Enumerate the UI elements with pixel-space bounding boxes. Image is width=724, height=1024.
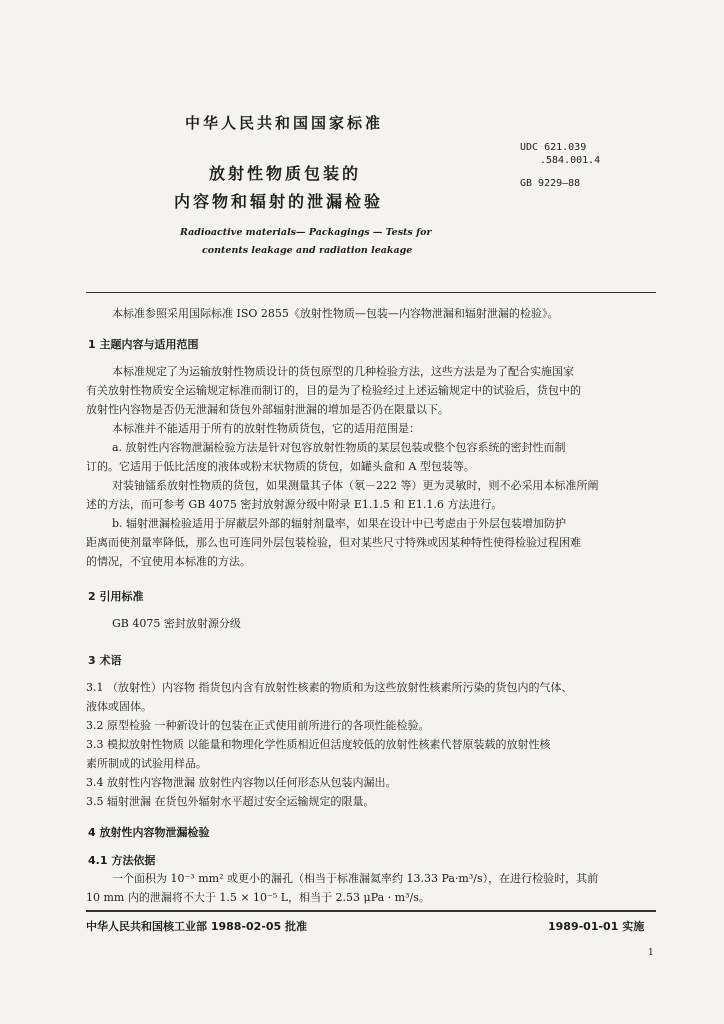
title-cn-line2: 内容物和辐射的泄漏检验 — [174, 192, 384, 211]
footer-divider — [86, 910, 656, 912]
s3-line: 3.5 辐射泄漏 在货包外辐射水平超过安全运输规定的限量。 — [86, 795, 375, 808]
s3-line: 3.2 原型检验 一种新设计的包装在正式使用前所进行的各项性能检验。 — [86, 719, 430, 732]
s1-line: 本标准规定了为运输放射性物质设计的货包原型的几种检验方法，这些方法是为了配合实施国家 — [112, 365, 574, 378]
section-3-heading: 3 术语 — [88, 654, 122, 667]
approval-date: 中华人民共和国核工业部 1988-02-05 批准 — [86, 920, 308, 933]
s3-line: 3.3 模拟放射性物质 以能量和物理化学性质相近但活度较低的放射性核素代替原装载的放射性核 — [86, 738, 551, 751]
s3-line: 液体或固体。 — [86, 700, 152, 713]
s1-line: 订的。它适用于低比活度的液体或粉末状物质的货包，如罐头盒和 A 型包装等。 — [86, 460, 475, 473]
top-divider — [86, 292, 656, 293]
s1-line: a. 放射性内容物泄漏检验方法是针对包容放射性物质的某层包装或整个包容系统的密封性而制 — [112, 441, 566, 454]
implementation-date: 1989-01-01 实施 — [548, 920, 645, 933]
s4-line: 10 mm 内的泄漏将不大于 1.5 × 10⁻⁵ L，相当于 2.53 μPa · m³/s。 — [86, 891, 430, 904]
udc-code-line2: .584.001.4 — [540, 155, 601, 166]
s1-line: 的情况，不宜使用本标准的方法。 — [86, 555, 251, 568]
s4-line: 一个面积为 10⁻³ mm² 或更小的漏孔（相当于标准漏氦率约 13.33 Pa·m³/s），在进行检验时，其前 — [112, 872, 599, 885]
title-cn-line1: 放射性物质包装的 — [209, 164, 362, 183]
s1-line: b. 辐射泄漏检验适用于屏蔽层外部的辐射剂量率，如果在设计中已考虑由于外层包装增加防护 — [112, 517, 567, 530]
page-number: 1 — [648, 948, 654, 958]
issuing-organization: 中华人民共和国国家标准 — [185, 114, 384, 132]
udc-code-line1: UDC 621.039 — [520, 142, 587, 153]
s1-line: 本标准并不能适用于所有的放射性物质货包，它的适用范围是： — [112, 422, 420, 435]
s1-line: 距离而使剂量率降低，那么也可连同外层包装检验，但对某些尺寸特殊或因某种特性使得检验过程困难 — [86, 536, 581, 549]
section-4-1-heading: 4.1 方法依据 — [88, 854, 156, 867]
s1-line: 放射性内容物是否仍无泄漏和货包外部辐射泄漏的增加是否仍在限量以下。 — [86, 403, 449, 416]
intro-text: 本标准参照采用国际标准 ISO 2855《放射性物质—包装—内容物泄漏和辐射泄漏的检验》。 — [112, 307, 559, 320]
title-en-line1: Radioactive materials— Packagings — Tests for — [180, 227, 432, 238]
section-1-heading: 1 主题内容与适用范围 — [88, 338, 199, 351]
s3-line: 素所制成的试验用样品。 — [86, 757, 207, 770]
s1-line: 有关放射性物质安全运输规定标准而制订的，目的是为了检验经过上述运输规定中的试验后，货包中的 — [86, 384, 581, 397]
s2-line: GB 4075 密封放射源分级 — [112, 617, 241, 630]
s3-line: 3.4 放射性内容物泄漏 放射性内容物以任何形态从包装内漏出。 — [86, 776, 397, 789]
section-2-heading: 2 引用标准 — [88, 590, 144, 603]
s3-line: 3.1 （放射性）内容物 指货包内含有放射性核素的物质和为这些放射性核素所污染的货包内的气体、 — [86, 681, 573, 694]
s1-line: 述的方法，而可参考 GB 4075 密封放射源分级中附录 E1.1.5 和 E1.1.6 方法进行。 — [86, 498, 503, 511]
gb-number: GB 9229—88 — [520, 178, 581, 189]
section-4-heading: 4 放射性内容物泄漏检验 — [88, 826, 210, 839]
title-en-line2: contents leakage and radiation leakage — [202, 245, 413, 256]
s1-line: 对装铀镭系放射性物质的货包，如果测量其子体（氡－222 等）更为灵敏时，则不必采用本标准所阐 — [112, 479, 599, 492]
